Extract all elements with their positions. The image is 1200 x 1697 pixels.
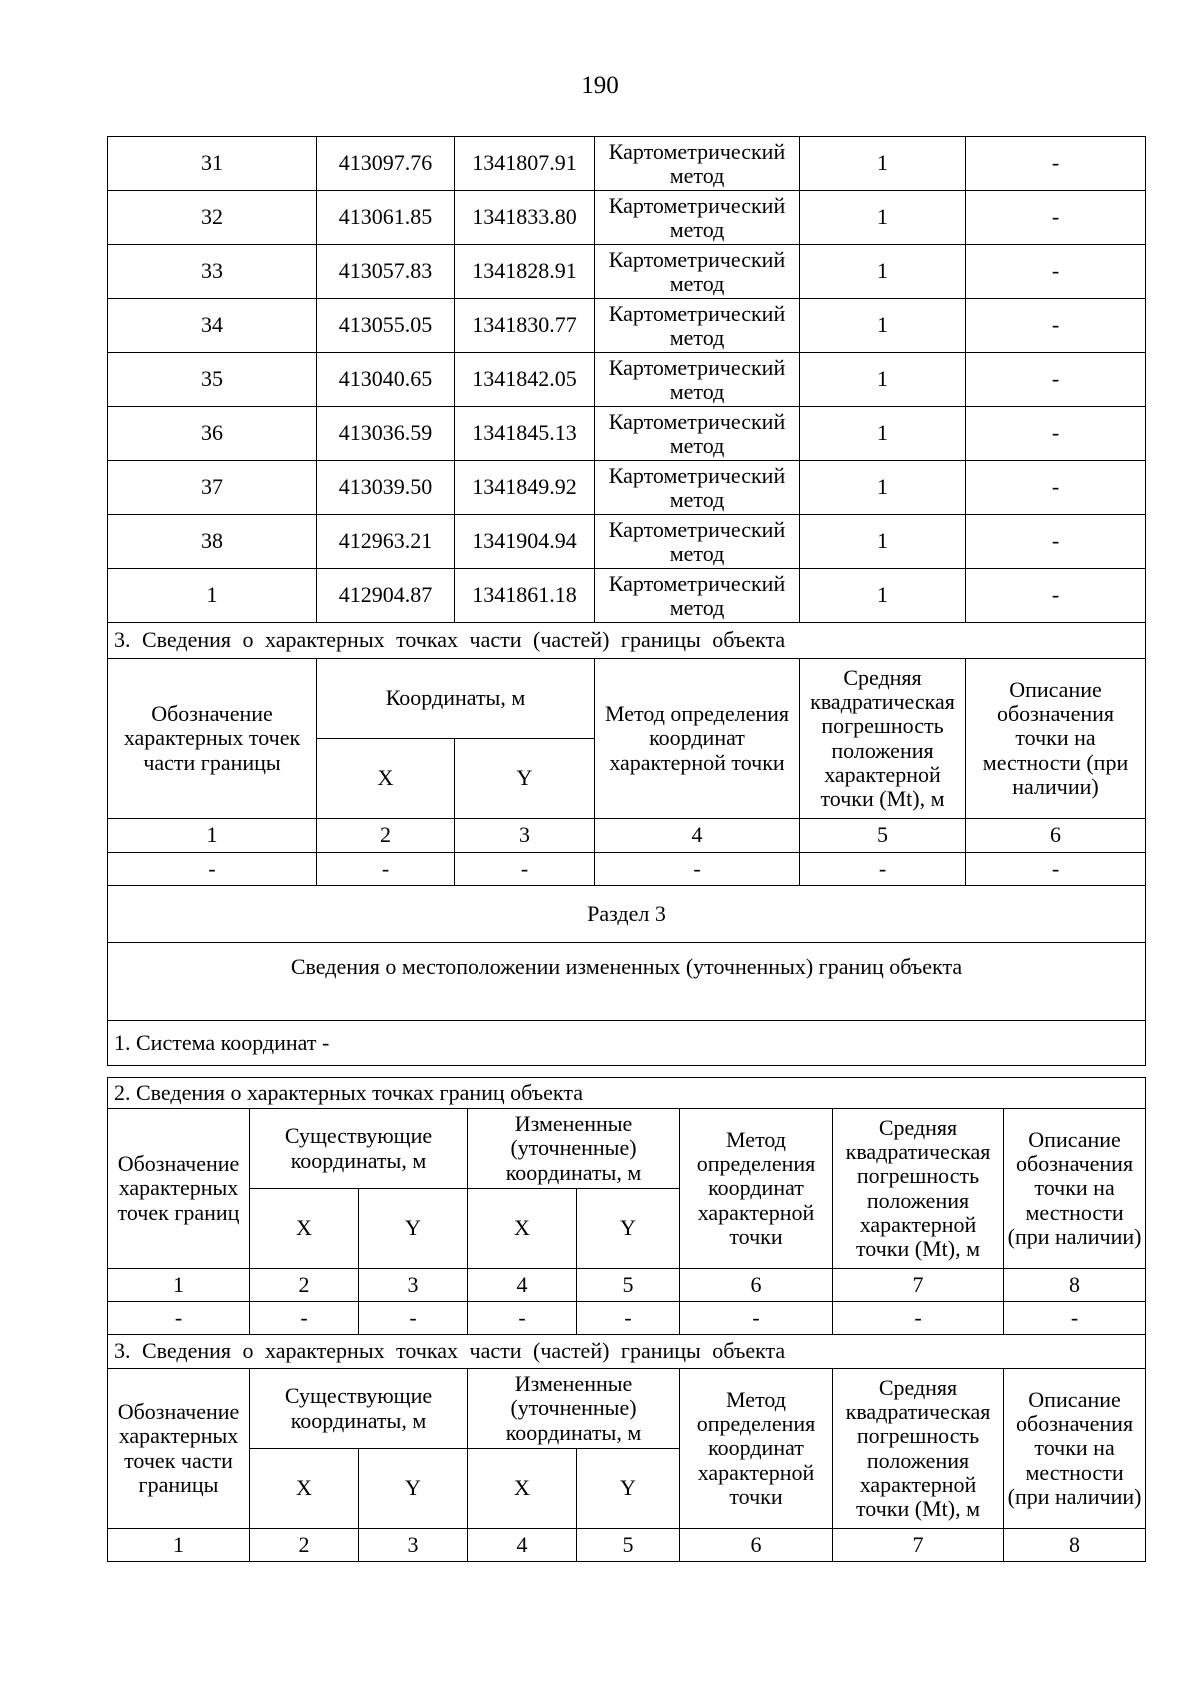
empty-cell: - bbox=[317, 853, 455, 886]
p3-col-number: 7 bbox=[833, 1529, 1004, 1562]
p2-header-existing: Существующие координаты, м bbox=[250, 1109, 468, 1189]
table-row bbox=[108, 299, 1146, 353]
coord-system-row: 1. Система координат - bbox=[108, 1021, 1146, 1066]
coord-y: 1341828.91 bbox=[455, 245, 595, 299]
table-row bbox=[108, 353, 1146, 407]
col-number: 3 bbox=[455, 819, 595, 853]
p3-col-number: 2 bbox=[250, 1529, 359, 1562]
mt-value: 1 bbox=[800, 137, 966, 191]
description: - bbox=[966, 245, 1146, 299]
coord-y: 1341861.18 bbox=[455, 569, 595, 623]
col-header-desc: Описание обозначения точки на местности (при наличии) bbox=[966, 659, 1146, 819]
description: - bbox=[966, 515, 1146, 569]
table-row bbox=[108, 407, 1146, 461]
boundary-points-table bbox=[107, 136, 1146, 1066]
p2-header-desc: Описание обозначения точки на местности (при наличии) bbox=[1004, 1109, 1146, 1269]
p2-empty-cell: - bbox=[1004, 1302, 1146, 1335]
p3-col-number: 1 bbox=[108, 1529, 250, 1562]
point-number: 36 bbox=[108, 407, 317, 461]
coord-y: 1341830.77 bbox=[455, 299, 595, 353]
mt-value: 1 bbox=[800, 461, 966, 515]
description: - bbox=[966, 569, 1146, 623]
p3-header-changed: Измененные (уточненные) координаты, м bbox=[468, 1369, 680, 1449]
mt-value: 1 bbox=[800, 353, 966, 407]
p2-empty-cell: - bbox=[108, 1302, 250, 1335]
p3-header-existing: Существующие координаты, м bbox=[250, 1369, 468, 1449]
col-number: 5 bbox=[800, 819, 966, 853]
coord-x: 413040.65 bbox=[317, 353, 455, 407]
col-header-y: Y bbox=[455, 739, 595, 819]
description: - bbox=[966, 407, 1146, 461]
mt-value: 1 bbox=[800, 245, 966, 299]
p2-col-number: 3 bbox=[359, 1269, 468, 1302]
table-row bbox=[108, 137, 1146, 191]
p3-header-method: Метод определения координат характерной точки bbox=[680, 1369, 833, 1529]
p3-header-x: X bbox=[250, 1449, 359, 1529]
p3-col-number: 6 bbox=[680, 1529, 833, 1562]
empty-cell: - bbox=[595, 853, 800, 886]
description: - bbox=[966, 191, 1146, 245]
description: - bbox=[966, 353, 1146, 407]
description: - bbox=[966, 137, 1146, 191]
coord-x: 412904.87 bbox=[317, 569, 455, 623]
method: Картометрический метод bbox=[595, 299, 800, 353]
coord-y: 1341807.91 bbox=[455, 137, 595, 191]
coord-y: 1341833.80 bbox=[455, 191, 595, 245]
p2-col-number: 6 bbox=[680, 1269, 833, 1302]
col-number: 1 bbox=[108, 819, 317, 853]
coord-x: 413061.85 bbox=[317, 191, 455, 245]
p2-empty-cell: - bbox=[680, 1302, 833, 1335]
p2-header-designation: Обозначение характерных точек границ bbox=[108, 1109, 250, 1269]
table-row bbox=[108, 461, 1146, 515]
p2-header-changed: Измененные (уточненные) координаты, м bbox=[468, 1109, 680, 1189]
p2-header-mt: Средняя квадратическая погрешность положения характерной точки (Mt), м bbox=[833, 1109, 1004, 1269]
point-number: 32 bbox=[108, 191, 317, 245]
p3-header-designation: Обозначение характерных точек части границы bbox=[108, 1369, 250, 1529]
coord-y: 1341845.13 bbox=[455, 407, 595, 461]
p3-col-number: 5 bbox=[577, 1529, 680, 1562]
coord-x: 413057.83 bbox=[317, 245, 455, 299]
method: Картометрический метод bbox=[595, 461, 800, 515]
col-header-x: X bbox=[317, 739, 455, 819]
method: Картометрический метод bbox=[595, 569, 800, 623]
p2-empty-cell: - bbox=[359, 1302, 468, 1335]
p2-header-method: Метод определения координат характерной точки bbox=[680, 1109, 833, 1269]
mt-value: 1 bbox=[800, 515, 966, 569]
coord-y: 1341842.05 bbox=[455, 353, 595, 407]
mt-value: 1 bbox=[800, 191, 966, 245]
p2-col-number: 5 bbox=[577, 1269, 680, 1302]
empty-cell: - bbox=[108, 853, 317, 886]
empty-cell: - bbox=[966, 853, 1146, 886]
p2-header-y: Y bbox=[359, 1189, 468, 1269]
coord-x: 413039.50 bbox=[317, 461, 455, 515]
p2-empty-cell: - bbox=[250, 1302, 359, 1335]
coord-x: 413036.59 bbox=[317, 407, 455, 461]
method: Картометрический метод bbox=[595, 353, 800, 407]
p3-header-desc: Описание обозначения точки на местности (при наличии) bbox=[1004, 1369, 1146, 1529]
point-number: 38 bbox=[108, 515, 317, 569]
coord-x: 413097.76 bbox=[317, 137, 455, 191]
changed-boundaries-table bbox=[107, 1077, 1146, 1562]
method: Картометрический метод bbox=[595, 245, 800, 299]
p2-col-number: 7 bbox=[833, 1269, 1004, 1302]
method: Картометрический метод bbox=[595, 137, 800, 191]
point-number: 34 bbox=[108, 299, 317, 353]
p3-header-y: Y bbox=[359, 1449, 468, 1529]
section3-heading: Раздел 3 bbox=[108, 886, 1146, 943]
table-row bbox=[108, 515, 1146, 569]
method: Картометрический метод bbox=[595, 407, 800, 461]
description: - bbox=[966, 299, 1146, 353]
p2-empty-cell: - bbox=[468, 1302, 577, 1335]
col-header-method: Метод определения координат характерной точки bbox=[595, 659, 800, 819]
point-number: 35 bbox=[108, 353, 317, 407]
point-number: 33 bbox=[108, 245, 317, 299]
point-number: 31 bbox=[108, 137, 317, 191]
table-row bbox=[108, 191, 1146, 245]
p2-header-x: X bbox=[468, 1189, 577, 1269]
method: Картометрический метод bbox=[595, 515, 800, 569]
mt-value: 1 bbox=[800, 569, 966, 623]
col-header-designation: Обозначение характерных точек части границы bbox=[108, 659, 317, 819]
empty-cell: - bbox=[800, 853, 966, 886]
p3-header-y: Y bbox=[577, 1449, 680, 1529]
section2-part3-title: 3. Сведения о характерных точках части (частей) границы объекта bbox=[108, 623, 1146, 659]
method: Картометрический метод bbox=[595, 191, 800, 245]
table-row bbox=[108, 569, 1146, 623]
col-header-mt: Средняя квадратическая погрешность положения характерной точки (Mt), м bbox=[800, 659, 966, 819]
p3-header-x: X bbox=[468, 1449, 577, 1529]
col-number: 2 bbox=[317, 819, 455, 853]
mt-value: 1 bbox=[800, 407, 966, 461]
p2-col-number: 2 bbox=[250, 1269, 359, 1302]
p2-header-x: X bbox=[250, 1189, 359, 1269]
col-number: 6 bbox=[966, 819, 1146, 853]
section3-part2-title: 2. Сведения о характерных точках границ объекта bbox=[108, 1078, 1146, 1109]
empty-cell: - bbox=[455, 853, 595, 886]
p3-col-number: 3 bbox=[359, 1529, 468, 1562]
p3-col-number: 8 bbox=[1004, 1529, 1146, 1562]
p3-header-mt: Средняя квадратическая погрешность положения характерной точки (Mt), м bbox=[833, 1369, 1004, 1529]
p2-empty-cell: - bbox=[833, 1302, 1004, 1335]
col-number: 4 bbox=[595, 819, 800, 853]
coord-y: 1341904.94 bbox=[455, 515, 595, 569]
p2-header-y: Y bbox=[577, 1189, 680, 1269]
point-number: 1 bbox=[108, 569, 317, 623]
coord-x: 412963.21 bbox=[317, 515, 455, 569]
coord-x: 413055.05 bbox=[317, 299, 455, 353]
table-row bbox=[108, 245, 1146, 299]
page-number: 190 bbox=[581, 72, 619, 99]
coord-y: 1341849.92 bbox=[455, 461, 595, 515]
p3-col-number: 4 bbox=[468, 1529, 577, 1562]
p2-col-number: 4 bbox=[468, 1269, 577, 1302]
point-number: 37 bbox=[108, 461, 317, 515]
p2-col-number: 8 bbox=[1004, 1269, 1146, 1302]
p2-empty-cell: - bbox=[577, 1302, 680, 1335]
col-header-coords: Координаты, м bbox=[317, 659, 595, 739]
section3-title: Сведения о местоположении измененных (уточненных) границ объекта bbox=[108, 943, 1146, 1021]
p2-col-number: 1 bbox=[108, 1269, 250, 1302]
description: - bbox=[966, 461, 1146, 515]
mt-value: 1 bbox=[800, 299, 966, 353]
section3-part3-title: 3. Сведения о характерных точках части (частей) границы объекта bbox=[108, 1335, 1146, 1369]
